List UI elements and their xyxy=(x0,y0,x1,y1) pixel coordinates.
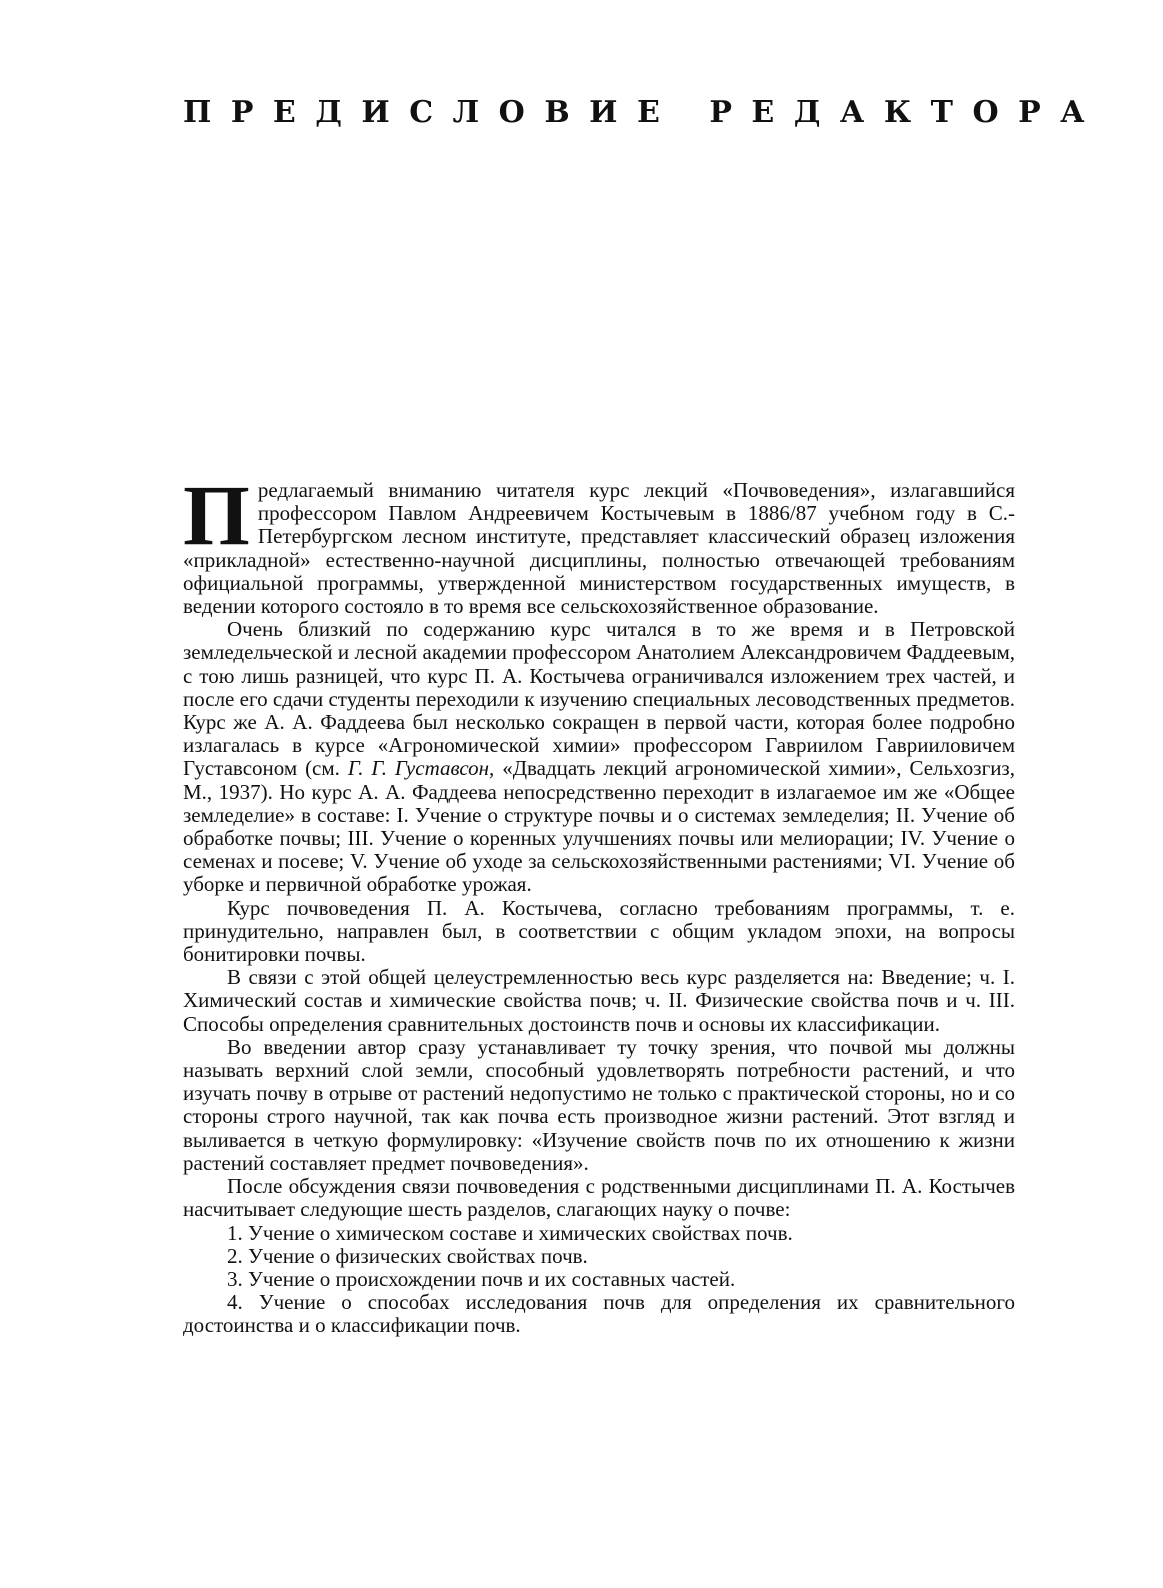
author-citation: Г. Г. Густавсон, xyxy=(347,756,495,781)
paragraph-2-text-a: Очень близкий по содержанию курс читался в то же время и в Петровской земледельческой и лесной академии профессором Анатолием Александровичем Фаддеевым, с тою лишь разницей, что курс П. А. Костычева ограничивался изложением трех частей, и после его сдачи студенты переходили к изучению специальных лесоводственных предметов. Курс же А. А. Фаддеева был несколько сокращен в первой части, которая более подробно излагалась в курсе «Агрономической химии» профессором Гавриилом Гаврииловичем Густавсоном (см. xyxy=(183,617,1015,781)
list-item: 2. Учение о физических свойствах почв. xyxy=(227,1243,588,1268)
body-text xyxy=(183,467,1015,1338)
paragraph-5: Во введении автор сразу устанавливает ту точку зрения, что почвой мы должны называть верхний слой земли, способный удовлетворять потребности растений, и что изучать почву в отрыве от растений недопустимо не только с практической стороны, но и со стороны строго научной, так как почва есть производное жизни растений. Этот взгляд и выливается в четкую формулировку: «Изучение свойств почв по их отношению к жизни растений составляет предмет почвоведения». xyxy=(183,1034,1015,1175)
list-item: 4. Учение о способах исследования почв для определения их сравнительного достоинства и о классификации почв. xyxy=(183,1290,1015,1338)
paragraph-6: После обсуждения связи почвоведения с родственными дисциплинами П. А. Костычев насчитывает следующие шесть разделов, слагающих науку о почве: xyxy=(183,1174,1015,1222)
paragraph-1-text: редлагаемый вниманию читателя курс лекций «Почвоведения», излагавшийся профессором Павлом Андреевичем Костычевым в 1886/87 учебном году в С.-Петербургском лесном институте, представляет классический образец изложения «прикладной» естественно-научной дисциплины, полностью отвечающей требованиям официальной программы, утвержденной министерством государственных имуществ, в ведении которого состояло в то время все сельскохозяйственное образование. xyxy=(183,478,1015,619)
drop-cap: П xyxy=(183,467,250,563)
list-item: 3. Учение о происхождении почв и их составных частей. xyxy=(227,1266,736,1291)
paragraph-2 xyxy=(183,618,1015,896)
paragraph-2-text-b: «Двадцать лекций агрономической химии», Сельхозгиз, М., 1937). Но курс А. А. Фаддеева непосредственно переходит в излагаемое им же «Общее земледелие» в составе: I. Учение о структуре почвы и о системах земледелия; II. Учение об обработке почвы; III. Учение о коренных улучшениях почвы или мелиорации; IV. Учение о семенах и посеве; V. Учение об уходе за сельскохозяйственными растениями; VI. Учение об уборке и первичной обработке урожая. xyxy=(183,756,1015,897)
paragraph-1 xyxy=(183,467,1015,619)
paragraph-3: Курс почвоведения П. А. Костычева, согласно требованиям программы, т. е. принудительно, направлен был, в соответствии с общим укладом эпохи, на вопросы бонитировки почвы. xyxy=(183,895,1015,967)
paragraph-4: В связи с этой общей целеустремленностью весь курс разделяется на: Введение; ч. I. Химический состав и химические свойства почв; ч. II. Физические свойства почв и ч. III. Способы определения сравнительных достоинств почв и основы их классификации. xyxy=(183,965,1015,1036)
list-item: 1. Учение о химическом составе и химических свойствах почв. xyxy=(227,1220,793,1245)
page-title: ПРЕДИСЛОВИЕ РЕДАКТОРА xyxy=(183,95,1105,130)
